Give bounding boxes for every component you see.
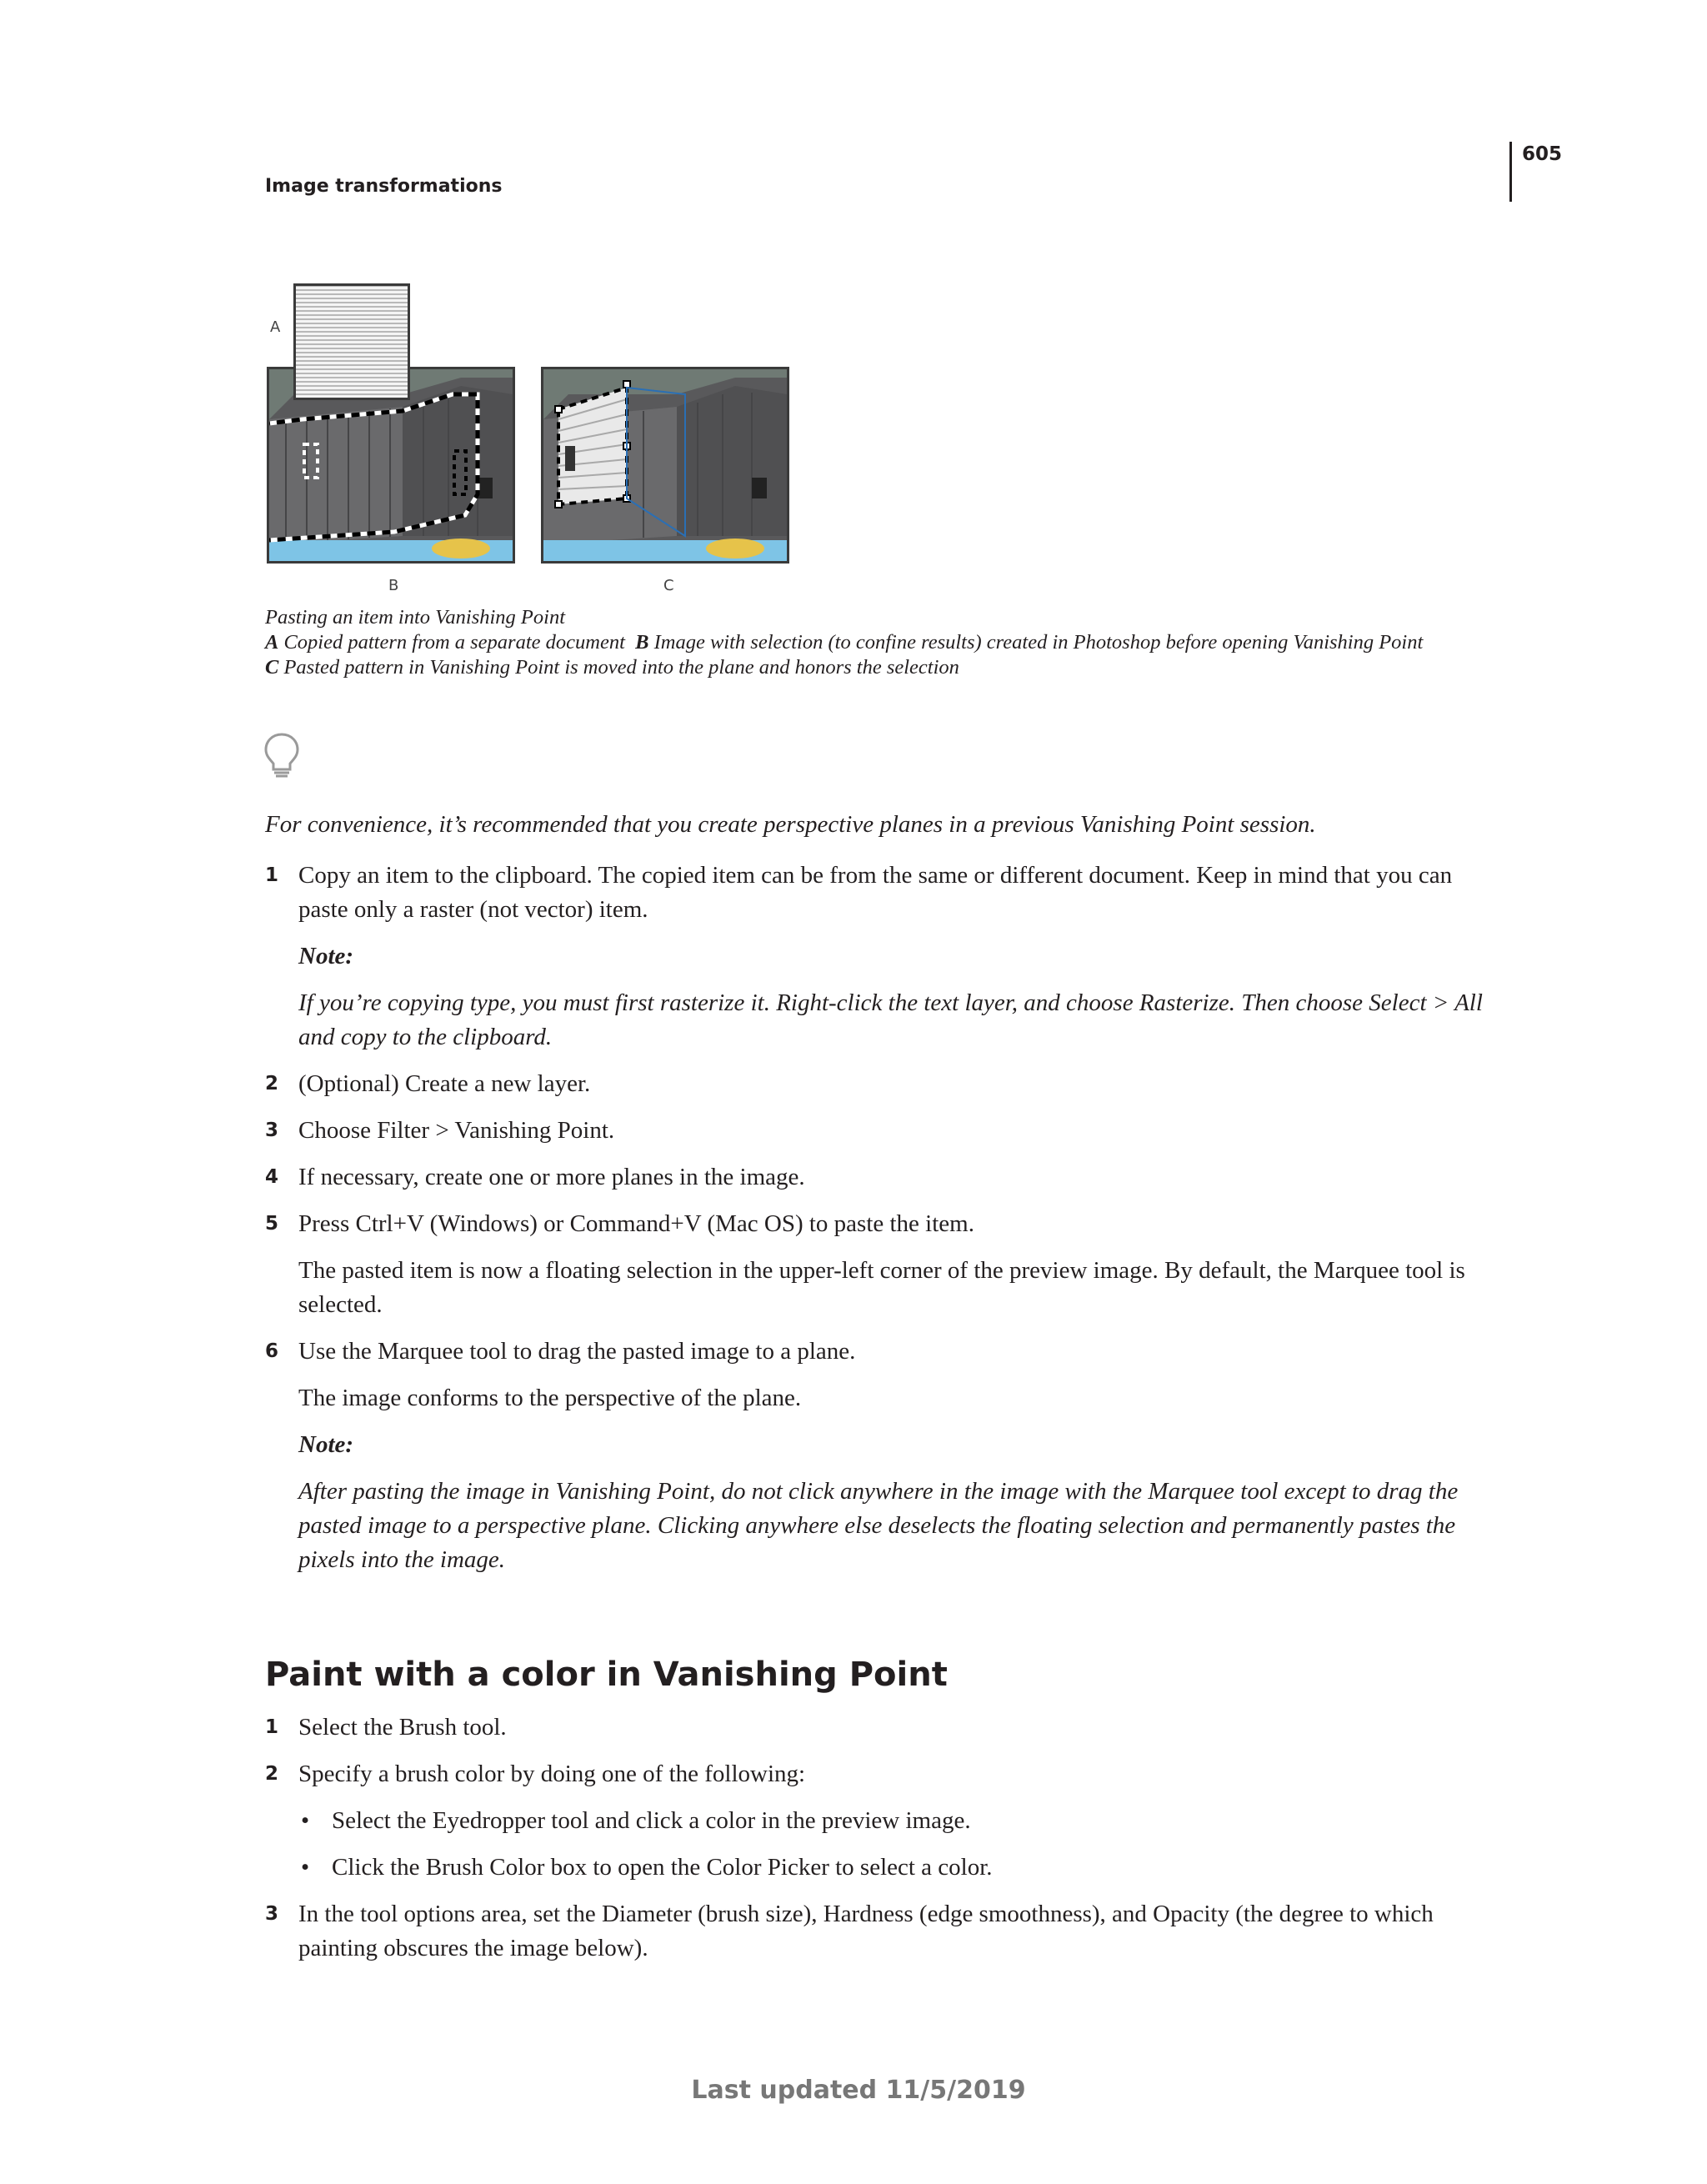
photo-c-pasted (541, 367, 789, 564)
step-text: Use the Marquee tool to drag the pasted image to a plane. (298, 1338, 856, 1365)
step-item (265, 1207, 1507, 1241)
caption-c-text: Pasted pattern in Vanishing Point is moved into the plane and honors the selection (283, 656, 959, 679)
step-text: (Optional) Create a new layer. (298, 1070, 591, 1097)
step-number: 1 (265, 864, 279, 886)
note-label (265, 1428, 1507, 1462)
step-item (265, 1160, 1507, 1195)
header-rule (1509, 142, 1512, 202)
bullet-marker: • (301, 1854, 310, 1881)
step-item (265, 1114, 1507, 1148)
step-text: Choose Filter > Vanishing Point. (298, 1117, 615, 1144)
figure-label-a: A (270, 318, 281, 336)
bullet-marker: • (301, 1807, 310, 1834)
step-detail: The pasted item is now a floating selection in the upper-left corner of the preview image. By default, the Marquee tool is selected. (298, 1257, 1465, 1318)
figure (265, 280, 798, 597)
section-heading: Paint with a color in Vanishing Point (265, 1656, 948, 1694)
step-text: If necessary, create one or more planes in the image. (298, 1164, 805, 1190)
caption-a-letter: A (265, 631, 279, 654)
step-text: Press Ctrl+V (Windows) or Command+V (Mac OS) to paste the item. (298, 1210, 974, 1237)
step-number: 6 (265, 1340, 279, 1362)
photo-c-illustration (543, 369, 787, 561)
tip-text: For convenience, it’s recommended that you create perspective planes in a previous Vanishing Point session. (265, 811, 1316, 838)
paint-steps (265, 1711, 1507, 1978)
step-number: 3 (265, 1903, 279, 1925)
note-label-text: Note: (298, 943, 354, 969)
step-item (265, 1335, 1507, 1369)
caption-b-text: Image with selection (to confine results) created in Photoshop before opening Vanishing Point (653, 631, 1424, 654)
step-number: 1 (265, 1716, 279, 1738)
bullet-item (265, 1804, 1507, 1838)
bullet-item (265, 1851, 1507, 1885)
step-item (265, 1897, 1507, 1966)
step-item (265, 1711, 1507, 1745)
note-label (265, 939, 1507, 974)
caption-c-letter: C (265, 656, 279, 679)
bullet-text: Click the Brush Color box to open the Color Picker to select a color. (332, 1854, 993, 1881)
bullet-text: Select the Eyedropper tool and click a color in the preview image. (332, 1807, 971, 1834)
caption-a-text: Copied pattern from a separate document (283, 631, 625, 654)
figure-label-b: B (388, 577, 399, 594)
step-number: 2 (265, 1073, 279, 1095)
caption-title: Pasting an item into Vanishing Point (265, 606, 566, 629)
lightbulb-icon (263, 732, 300, 784)
step-item (265, 859, 1507, 927)
note-label-text: Note: (298, 1431, 354, 1458)
note-body: After pasting the image in Vanishing Point, do not click anywhere in the image with the Marquee tool except to drag the pasted image to a perspective plane. Clicking anywhere else deselects the floating selection and permanently pastes the pixels into the image. (298, 1478, 1459, 1573)
note-body: If you’re copying type, you must first rasterize it. Right-click the text layer, and choose Rasterize. Then choose Select > All and copy to the clipboard. (298, 989, 1483, 1050)
step-text: Specify a brush color by doing one of the following: (298, 1761, 806, 1787)
step-item (265, 1067, 1507, 1101)
procedure-steps (265, 859, 1507, 1590)
figure-caption (265, 605, 1515, 680)
page-number: 605 (1522, 143, 1563, 165)
step-number: 5 (265, 1213, 279, 1235)
step-text: In the tool options area, set the Diameter (brush size), Hardness (edge smoothness), and Opacity (the degree to which painting obscures the image below). (298, 1901, 1434, 1961)
step-text: Copy an item to the clipboard. The copied item can be from the same or different document. Keep in mind that you can paste only a raster (not vector) item. (298, 862, 1453, 923)
step-item (265, 1757, 1507, 1791)
running-head: Image transformations (265, 176, 503, 197)
caption-b-letter: B (635, 631, 649, 654)
footer-last-updated: Last updated 11/5/2019 (691, 2076, 1026, 2105)
caption-line-ab (265, 630, 1515, 655)
step-number: 3 (265, 1120, 279, 1141)
figure-label-c: C (663, 577, 674, 594)
step-number: 2 (265, 1763, 279, 1785)
step-text: Select the Brush tool. (298, 1714, 507, 1741)
copied-pattern-a (293, 283, 410, 400)
caption-line-c (265, 655, 1515, 680)
step-detail: The image conforms to the perspective of the plane. (298, 1385, 802, 1411)
step-number: 4 (265, 1166, 279, 1188)
